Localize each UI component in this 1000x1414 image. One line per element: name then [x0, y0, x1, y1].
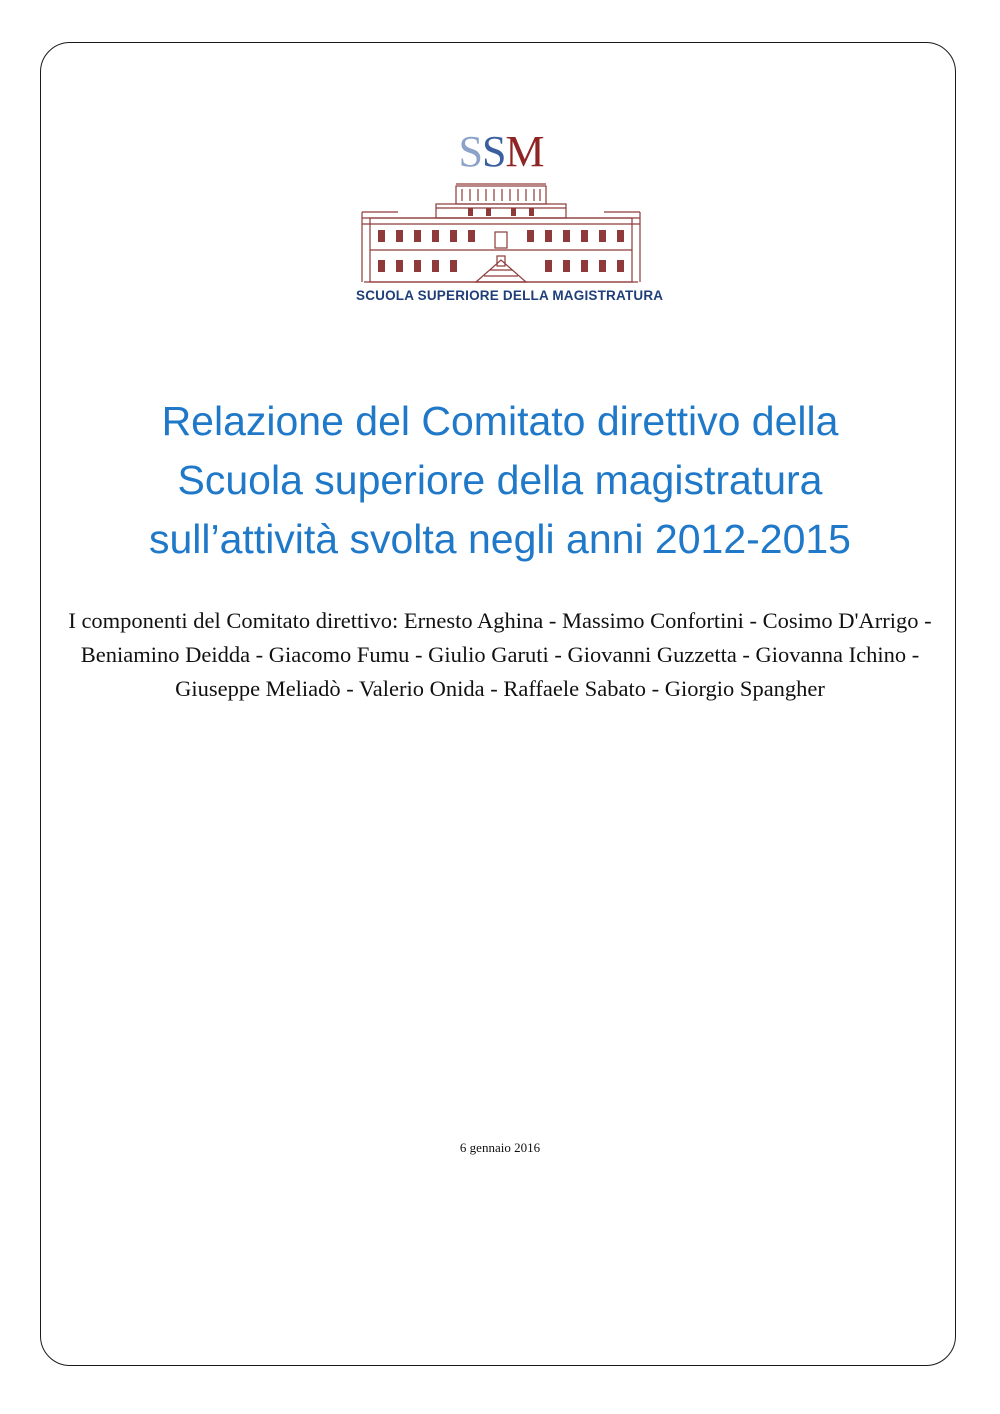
logo-caption: SCUOLA SUPERIORE DELLA MAGISTRATURA	[356, 288, 664, 303]
logo-letter-s2: S	[481, 127, 506, 176]
logo-letters	[356, 128, 646, 176]
committee-members-list: I componenti del Comitato direttivo: Ernesto Aghina - Massimo Confortini - Cosimo D'Arrigo - Beniamino Deidda - Giacomo Fumu - Giulio Garuti - Giovanni Guzzetta - Giovanna Ichino - Giuseppe Meliadò - Valerio Onida - Raffaele Sabato - Giorgio Spangher	[68, 608, 932, 701]
document-date: 6 gennaio 2016	[459, 1140, 541, 1155]
logo-letter-s1: S	[458, 127, 482, 176]
title-line-2: Scuola superiore della magistratura	[177, 457, 823, 503]
building-illustration-icon	[358, 180, 644, 288]
title-line-3: sull’attività svolta negli anni 2012-2015	[148, 516, 851, 562]
document-title	[60, 392, 940, 569]
title-line-1: Relazione del Comitato direttivo della	[161, 398, 839, 444]
logo-letter-m: M	[505, 127, 544, 176]
ssm-logo	[356, 127, 664, 308]
